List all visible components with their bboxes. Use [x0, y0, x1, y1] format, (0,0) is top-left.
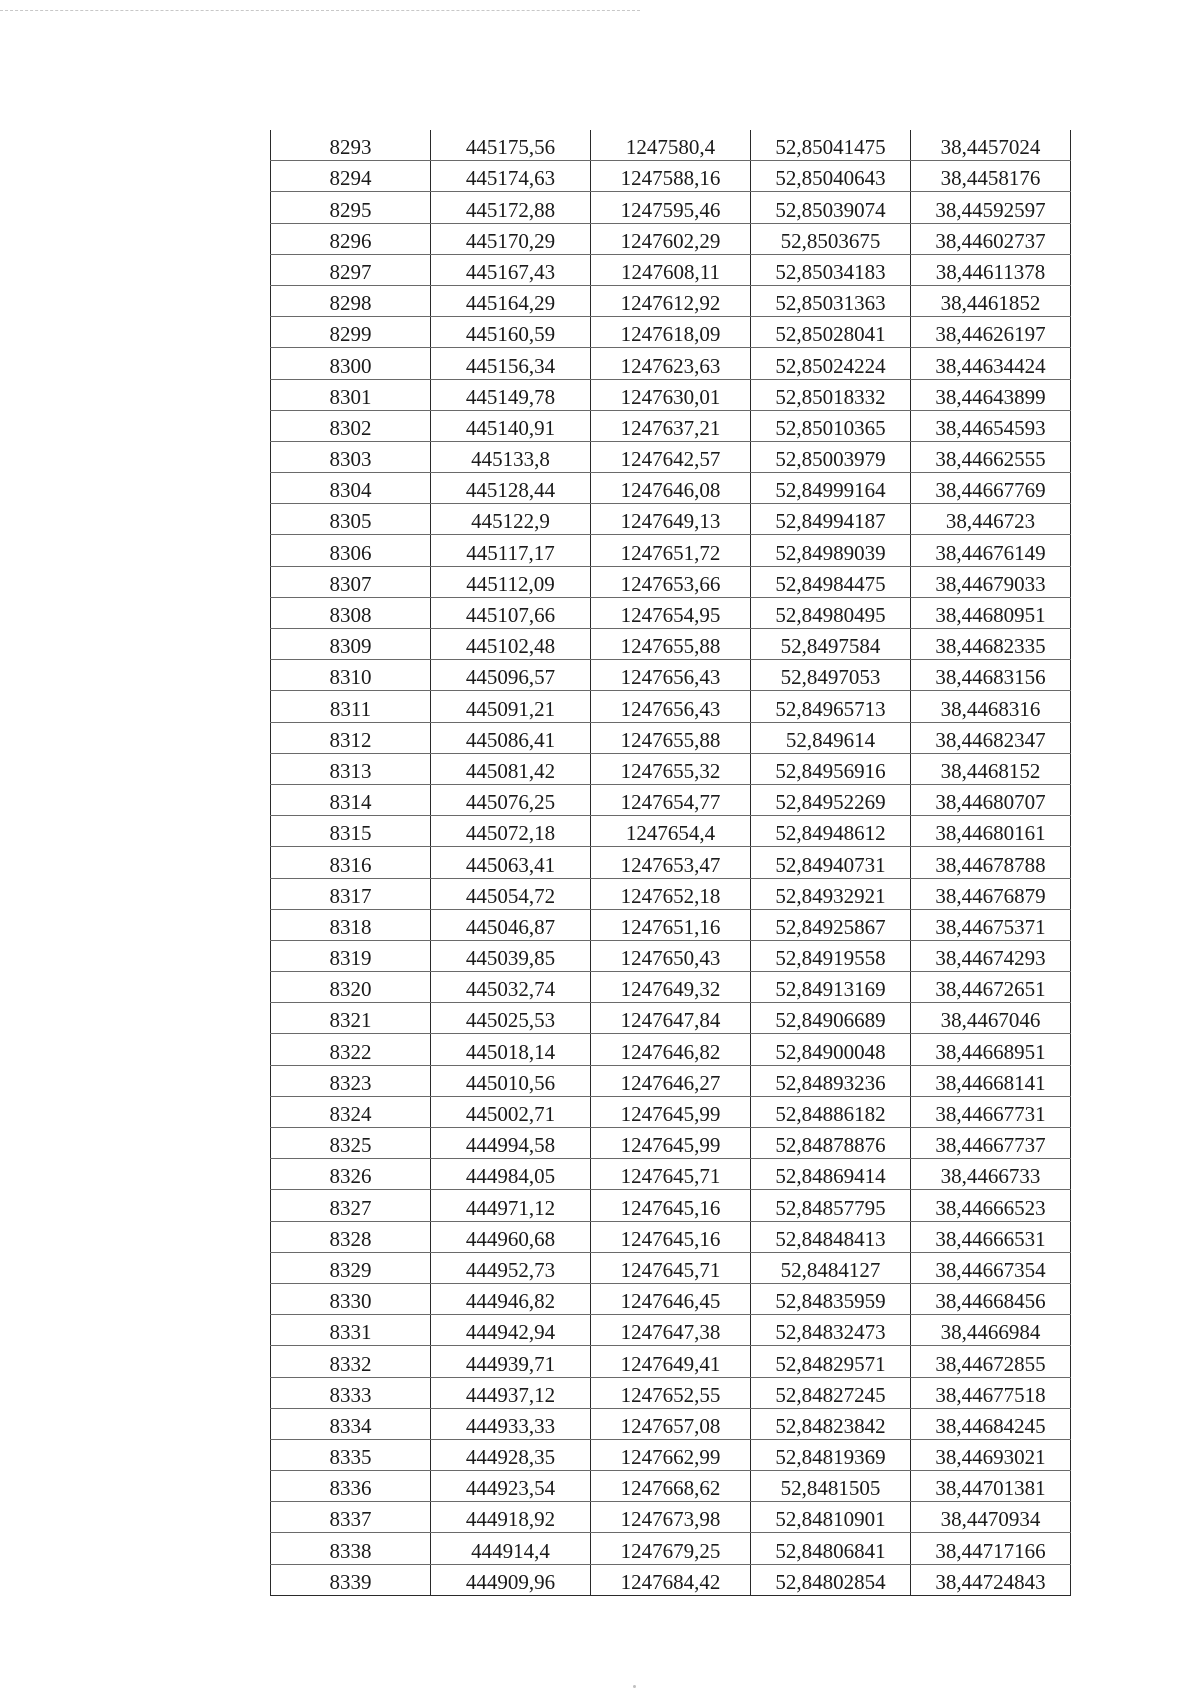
y-coordinate-cell: 1247645,16: [591, 1221, 751, 1252]
point-number-cell: 8298: [271, 285, 431, 316]
point-number-cell: 8297: [271, 254, 431, 285]
longitude-cell: 38,44634424: [911, 348, 1071, 379]
point-number-cell: 8318: [271, 909, 431, 940]
x-coordinate-cell: 445032,74: [431, 972, 591, 1003]
table-row: [271, 223, 1071, 254]
longitude-cell: 38,44643899: [911, 379, 1071, 410]
point-number-cell: 8311: [271, 691, 431, 722]
y-coordinate-cell: 1247580,4: [591, 130, 751, 161]
longitude-cell: 38,44667737: [911, 1128, 1071, 1159]
x-coordinate-cell: 445002,71: [431, 1096, 591, 1127]
y-coordinate-cell: 1247657,08: [591, 1408, 751, 1439]
point-number-cell: 8332: [271, 1346, 431, 1377]
table-row: [271, 629, 1071, 660]
x-coordinate-cell: 445164,29: [431, 285, 591, 316]
latitude-cell: 52,84984475: [751, 566, 911, 597]
y-coordinate-cell: 1247650,43: [591, 940, 751, 971]
x-coordinate-cell: 445054,72: [431, 878, 591, 909]
y-coordinate-cell: 1247654,95: [591, 597, 751, 628]
table-row: [271, 1377, 1071, 1408]
longitude-cell: 38,4467046: [911, 1003, 1071, 1034]
point-number-cell: 8293: [271, 130, 431, 161]
point-number-cell: 8317: [271, 878, 431, 909]
x-coordinate-cell: 444928,35: [431, 1439, 591, 1470]
x-coordinate-cell: 445160,59: [431, 317, 591, 348]
latitude-cell: 52,84810901: [751, 1502, 911, 1533]
y-coordinate-cell: 1247645,99: [591, 1096, 751, 1127]
table-row: [271, 379, 1071, 410]
longitude-cell: 38,4458176: [911, 161, 1071, 192]
x-coordinate-cell: 445091,21: [431, 691, 591, 722]
y-coordinate-cell: 1247588,16: [591, 161, 751, 192]
y-coordinate-cell: 1247662,99: [591, 1439, 751, 1470]
table-row: [271, 1159, 1071, 1190]
longitude-cell: 38,44683156: [911, 660, 1071, 691]
longitude-cell: 38,44668951: [911, 1034, 1071, 1065]
table-row: [271, 535, 1071, 566]
x-coordinate-cell: 445175,56: [431, 130, 591, 161]
table-row: [271, 566, 1071, 597]
y-coordinate-cell: 1247651,16: [591, 909, 751, 940]
latitude-cell: 52,84940731: [751, 847, 911, 878]
x-coordinate-cell: 444960,68: [431, 1221, 591, 1252]
y-coordinate-cell: 1247655,32: [591, 753, 751, 784]
table-row: [271, 1471, 1071, 1502]
longitude-cell: 38,44674293: [911, 940, 1071, 971]
table-row: [271, 1315, 1071, 1346]
table-row: [271, 285, 1071, 316]
y-coordinate-cell: 1247655,88: [591, 722, 751, 753]
longitude-cell: 38,44680951: [911, 597, 1071, 628]
table-row: [271, 1346, 1071, 1377]
longitude-cell: 38,44602737: [911, 223, 1071, 254]
longitude-cell: 38,44717166: [911, 1533, 1071, 1564]
longitude-cell: 38,44676879: [911, 878, 1071, 909]
longitude-cell: 38,446723: [911, 504, 1071, 535]
longitude-cell: 38,44611378: [911, 254, 1071, 285]
point-number-cell: 8303: [271, 441, 431, 472]
table-row: [271, 909, 1071, 940]
x-coordinate-cell: 445081,42: [431, 753, 591, 784]
longitude-cell: 38,44667731: [911, 1096, 1071, 1127]
x-coordinate-cell: 445086,41: [431, 722, 591, 753]
latitude-cell: 52,8497584: [751, 629, 911, 660]
latitude-cell: 52,84932921: [751, 878, 911, 909]
y-coordinate-cell: 1247646,45: [591, 1283, 751, 1314]
x-coordinate-cell: 445156,34: [431, 348, 591, 379]
latitude-cell: 52,84919558: [751, 940, 911, 971]
longitude-cell: 38,44684245: [911, 1408, 1071, 1439]
x-coordinate-cell: 445010,56: [431, 1065, 591, 1096]
latitude-cell: 52,84802854: [751, 1564, 911, 1595]
point-number-cell: 8325: [271, 1128, 431, 1159]
latitude-cell: 52,85034183: [751, 254, 911, 285]
x-coordinate-cell: 444923,54: [431, 1471, 591, 1502]
longitude-cell: 38,44654593: [911, 410, 1071, 441]
point-number-cell: 8308: [271, 597, 431, 628]
y-coordinate-cell: 1247645,71: [591, 1252, 751, 1283]
y-coordinate-cell: 1247618,09: [591, 317, 751, 348]
latitude-cell: 52,84913169: [751, 972, 911, 1003]
table-row: [271, 1408, 1071, 1439]
latitude-cell: 52,84848413: [751, 1221, 911, 1252]
x-coordinate-cell: 444918,92: [431, 1502, 591, 1533]
longitude-cell: 38,44666531: [911, 1221, 1071, 1252]
table-row: [271, 940, 1071, 971]
y-coordinate-cell: 1247630,01: [591, 379, 751, 410]
latitude-cell: 52,8484127: [751, 1252, 911, 1283]
y-coordinate-cell: 1247646,82: [591, 1034, 751, 1065]
x-coordinate-cell: 444933,33: [431, 1408, 591, 1439]
table-row: [271, 1252, 1071, 1283]
table-row: [271, 1096, 1071, 1127]
x-coordinate-cell: 444942,94: [431, 1315, 591, 1346]
longitude-cell: 38,4468316: [911, 691, 1071, 722]
point-number-cell: 8330: [271, 1283, 431, 1314]
longitude-cell: 38,44682347: [911, 722, 1071, 753]
point-number-cell: 8313: [271, 753, 431, 784]
x-coordinate-cell: 445140,91: [431, 410, 591, 441]
point-number-cell: 8306: [271, 535, 431, 566]
y-coordinate-cell: 1247656,43: [591, 660, 751, 691]
longitude-cell: 38,4466733: [911, 1159, 1071, 1190]
latitude-cell: 52,84965713: [751, 691, 911, 722]
y-coordinate-cell: 1247645,71: [591, 1159, 751, 1190]
longitude-cell: 38,44672855: [911, 1346, 1071, 1377]
latitude-cell: 52,8497053: [751, 660, 911, 691]
x-coordinate-cell: 445046,87: [431, 909, 591, 940]
point-number-cell: 8333: [271, 1377, 431, 1408]
y-coordinate-cell: 1247602,29: [591, 223, 751, 254]
x-coordinate-cell: 445174,63: [431, 161, 591, 192]
point-number-cell: 8305: [271, 504, 431, 535]
x-coordinate-cell: 445063,41: [431, 847, 591, 878]
latitude-cell: 52,84956916: [751, 753, 911, 784]
latitude-cell: 52,84832473: [751, 1315, 911, 1346]
table-row: [271, 410, 1071, 441]
point-number-cell: 8309: [271, 629, 431, 660]
y-coordinate-cell: 1247679,25: [591, 1533, 751, 1564]
longitude-cell: 38,44672651: [911, 972, 1071, 1003]
point-number-cell: 8328: [271, 1221, 431, 1252]
x-coordinate-cell: 444971,12: [431, 1190, 591, 1221]
point-number-cell: 8321: [271, 1003, 431, 1034]
point-number-cell: 8296: [271, 223, 431, 254]
point-number-cell: 8310: [271, 660, 431, 691]
table-row: [271, 816, 1071, 847]
y-coordinate-cell: 1247608,11: [591, 254, 751, 285]
y-coordinate-cell: 1247654,77: [591, 784, 751, 815]
x-coordinate-cell: 445102,48: [431, 629, 591, 660]
longitude-cell: 38,4457024: [911, 130, 1071, 161]
table-row: [271, 1128, 1071, 1159]
table-row: [271, 1502, 1071, 1533]
latitude-cell: 52,85031363: [751, 285, 911, 316]
x-coordinate-cell: 444937,12: [431, 1377, 591, 1408]
point-number-cell: 8329: [271, 1252, 431, 1283]
latitude-cell: 52,84869414: [751, 1159, 911, 1190]
latitude-cell: 52,84829571: [751, 1346, 911, 1377]
longitude-cell: 38,44592597: [911, 192, 1071, 223]
point-number-cell: 8335: [271, 1439, 431, 1470]
point-number-cell: 8304: [271, 473, 431, 504]
y-coordinate-cell: 1247623,63: [591, 348, 751, 379]
y-coordinate-cell: 1247673,98: [591, 1502, 751, 1533]
x-coordinate-cell: 445096,57: [431, 660, 591, 691]
y-coordinate-cell: 1247654,4: [591, 816, 751, 847]
point-number-cell: 8299: [271, 317, 431, 348]
table-row: [271, 1003, 1071, 1034]
longitude-cell: 38,44680707: [911, 784, 1071, 815]
x-coordinate-cell: 444939,71: [431, 1346, 591, 1377]
point-number-cell: 8301: [271, 379, 431, 410]
longitude-cell: 38,44682335: [911, 629, 1071, 660]
longitude-cell: 38,4461852: [911, 285, 1071, 316]
table-row: [271, 1221, 1071, 1252]
latitude-cell: 52,849614: [751, 722, 911, 753]
table-row: [271, 753, 1071, 784]
latitude-cell: 52,85010365: [751, 410, 911, 441]
y-coordinate-cell: 1247645,99: [591, 1128, 751, 1159]
latitude-cell: 52,84925867: [751, 909, 911, 940]
table-row: [271, 473, 1071, 504]
latitude-cell: 52,84827245: [751, 1377, 911, 1408]
longitude-cell: 38,44676149: [911, 535, 1071, 566]
x-coordinate-cell: 445167,43: [431, 254, 591, 285]
longitude-cell: 38,44680161: [911, 816, 1071, 847]
latitude-cell: 52,85024224: [751, 348, 911, 379]
longitude-cell: 38,4470934: [911, 1502, 1071, 1533]
y-coordinate-cell: 1247646,27: [591, 1065, 751, 1096]
latitude-cell: 52,84999164: [751, 473, 911, 504]
table-row: [271, 1564, 1071, 1595]
x-coordinate-cell: 444984,05: [431, 1159, 591, 1190]
point-number-cell: 8294: [271, 161, 431, 192]
table-row: [271, 878, 1071, 909]
longitude-cell: 38,44693021: [911, 1439, 1071, 1470]
table-row: [271, 1034, 1071, 1065]
y-coordinate-cell: 1247612,92: [591, 285, 751, 316]
table-row: [271, 784, 1071, 815]
point-number-cell: 8320: [271, 972, 431, 1003]
latitude-cell: 52,85003979: [751, 441, 911, 472]
x-coordinate-cell: 445149,78: [431, 379, 591, 410]
point-number-cell: 8319: [271, 940, 431, 971]
table-row: [271, 317, 1071, 348]
point-number-cell: 8307: [271, 566, 431, 597]
table-row: [271, 348, 1071, 379]
table-row: [271, 691, 1071, 722]
latitude-cell: 52,85018332: [751, 379, 911, 410]
x-coordinate-cell: 445170,29: [431, 223, 591, 254]
y-coordinate-cell: 1247651,72: [591, 535, 751, 566]
point-number-cell: 8339: [271, 1564, 431, 1595]
coordinates-table-body: [271, 130, 1071, 1595]
latitude-cell: 52,85041475: [751, 130, 911, 161]
point-number-cell: 8314: [271, 784, 431, 815]
y-coordinate-cell: 1247647,84: [591, 1003, 751, 1034]
x-coordinate-cell: 444952,73: [431, 1252, 591, 1283]
point-number-cell: 8322: [271, 1034, 431, 1065]
point-number-cell: 8326: [271, 1159, 431, 1190]
table-row: [271, 847, 1071, 878]
table-row: [271, 660, 1071, 691]
x-coordinate-cell: 445039,85: [431, 940, 591, 971]
latitude-cell: 52,85028041: [751, 317, 911, 348]
point-number-cell: 8316: [271, 847, 431, 878]
point-number-cell: 8302: [271, 410, 431, 441]
latitude-cell: 52,84989039: [751, 535, 911, 566]
longitude-cell: 38,44626197: [911, 317, 1071, 348]
y-coordinate-cell: 1247649,13: [591, 504, 751, 535]
longitude-cell: 38,44668456: [911, 1283, 1071, 1314]
point-number-cell: 8315: [271, 816, 431, 847]
scan-edge-artifact: [0, 10, 640, 11]
x-coordinate-cell: 445112,09: [431, 566, 591, 597]
longitude-cell: 38,44667769: [911, 473, 1071, 504]
longitude-cell: 38,44724843: [911, 1564, 1071, 1595]
table-row: [271, 1283, 1071, 1314]
longitude-cell: 38,44678788: [911, 847, 1071, 878]
point-number-cell: 8323: [271, 1065, 431, 1096]
x-coordinate-cell: 444914,4: [431, 1533, 591, 1564]
point-number-cell: 8324: [271, 1096, 431, 1127]
latitude-cell: 52,84878876: [751, 1128, 911, 1159]
y-coordinate-cell: 1247652,18: [591, 878, 751, 909]
table-row: [271, 597, 1071, 628]
point-number-cell: 8338: [271, 1533, 431, 1564]
x-coordinate-cell: 445117,17: [431, 535, 591, 566]
latitude-cell: 52,84806841: [751, 1533, 911, 1564]
x-coordinate-cell: 444994,58: [431, 1128, 591, 1159]
x-coordinate-cell: 445076,25: [431, 784, 591, 815]
longitude-cell: 38,44666523: [911, 1190, 1071, 1221]
longitude-cell: 38,4468152: [911, 753, 1071, 784]
latitude-cell: 52,84948612: [751, 816, 911, 847]
y-coordinate-cell: 1247668,62: [591, 1471, 751, 1502]
latitude-cell: 52,84900048: [751, 1034, 911, 1065]
latitude-cell: 52,84835959: [751, 1283, 911, 1314]
point-number-cell: 8312: [271, 722, 431, 753]
table-row: [271, 130, 1071, 161]
y-coordinate-cell: 1247646,08: [591, 473, 751, 504]
point-number-cell: 8334: [271, 1408, 431, 1439]
longitude-cell: 38,44679033: [911, 566, 1071, 597]
coordinates-table: [270, 130, 1071, 1596]
point-number-cell: 8331: [271, 1315, 431, 1346]
latitude-cell: 52,84823842: [751, 1408, 911, 1439]
y-coordinate-cell: 1247642,57: [591, 441, 751, 472]
x-coordinate-cell: 445107,66: [431, 597, 591, 628]
latitude-cell: 52,84857795: [751, 1190, 911, 1221]
x-coordinate-cell: 445122,9: [431, 504, 591, 535]
y-coordinate-cell: 1247649,41: [591, 1346, 751, 1377]
latitude-cell: 52,84886182: [751, 1096, 911, 1127]
y-coordinate-cell: 1247655,88: [591, 629, 751, 660]
x-coordinate-cell: 445128,44: [431, 473, 591, 504]
table-row: [271, 972, 1071, 1003]
latitude-cell: 52,84819369: [751, 1439, 911, 1470]
point-number-cell: 8336: [271, 1471, 431, 1502]
longitude-cell: 38,44677518: [911, 1377, 1071, 1408]
latitude-cell: 52,8503675: [751, 223, 911, 254]
table-row: [271, 1065, 1071, 1096]
y-coordinate-cell: 1247595,46: [591, 192, 751, 223]
y-coordinate-cell: 1247649,32: [591, 972, 751, 1003]
x-coordinate-cell: 445172,88: [431, 192, 591, 223]
latitude-cell: 52,85039074: [751, 192, 911, 223]
table-row: [271, 254, 1071, 285]
y-coordinate-cell: 1247647,38: [591, 1315, 751, 1346]
latitude-cell: 52,84952269: [751, 784, 911, 815]
y-coordinate-cell: 1247653,66: [591, 566, 751, 597]
x-coordinate-cell: 445018,14: [431, 1034, 591, 1065]
latitude-cell: 52,84893236: [751, 1065, 911, 1096]
x-coordinate-cell: 444946,82: [431, 1283, 591, 1314]
table-row: [271, 161, 1071, 192]
y-coordinate-cell: 1247653,47: [591, 847, 751, 878]
longitude-cell: 38,44668141: [911, 1065, 1071, 1096]
point-number-cell: 8337: [271, 1502, 431, 1533]
point-number-cell: 8300: [271, 348, 431, 379]
y-coordinate-cell: 1247652,55: [591, 1377, 751, 1408]
y-coordinate-cell: 1247637,21: [591, 410, 751, 441]
table-row: [271, 1533, 1071, 1564]
table-row: [271, 192, 1071, 223]
longitude-cell: 38,44675371: [911, 909, 1071, 940]
table-row: [271, 1190, 1071, 1221]
table-row: [271, 722, 1071, 753]
y-coordinate-cell: 1247684,42: [591, 1564, 751, 1595]
longitude-cell: 38,44662555: [911, 441, 1071, 472]
latitude-cell: 52,84994187: [751, 504, 911, 535]
point-number-cell: 8327: [271, 1190, 431, 1221]
longitude-cell: 38,44667354: [911, 1252, 1071, 1283]
longitude-cell: 38,44701381: [911, 1471, 1071, 1502]
y-coordinate-cell: 1247656,43: [591, 691, 751, 722]
x-coordinate-cell: 444909,96: [431, 1564, 591, 1595]
table-row: [271, 441, 1071, 472]
x-coordinate-cell: 445072,18: [431, 816, 591, 847]
table-row: [271, 504, 1071, 535]
latitude-cell: 52,84906689: [751, 1003, 911, 1034]
x-coordinate-cell: 445025,53: [431, 1003, 591, 1034]
scan-dot-artifact: [633, 1685, 636, 1688]
table-row: [271, 1439, 1071, 1470]
longitude-cell: 38,4466984: [911, 1315, 1071, 1346]
y-coordinate-cell: 1247645,16: [591, 1190, 751, 1221]
x-coordinate-cell: 445133,8: [431, 441, 591, 472]
latitude-cell: 52,8481505: [751, 1471, 911, 1502]
point-number-cell: 8295: [271, 192, 431, 223]
latitude-cell: 52,84980495: [751, 597, 911, 628]
latitude-cell: 52,85040643: [751, 161, 911, 192]
